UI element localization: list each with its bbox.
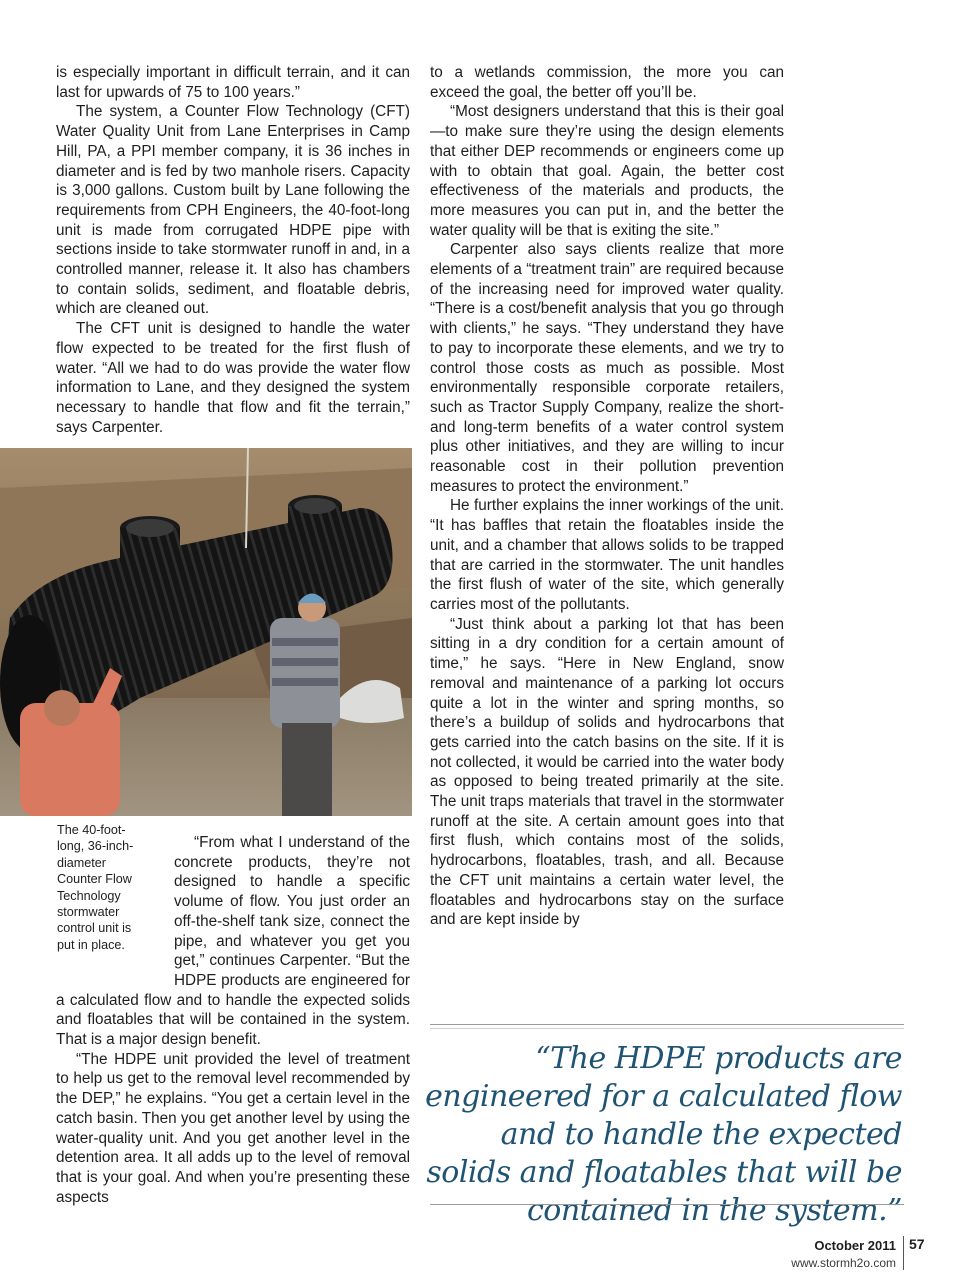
- pull-quote: “The HDPE products are engineered for a calculated flow and to handle the expected solids and floatables that will be contained in the system.”: [425, 1041, 902, 1228]
- caption-spacer: [56, 833, 174, 971]
- article-column-left-top: [56, 63, 410, 437]
- pull-quote-rule-top: [430, 1024, 904, 1025]
- footer-divider: [903, 1236, 904, 1270]
- page-number: 57: [909, 1236, 925, 1252]
- paragraph: “From what I understand of the concrete products, they’re not designed to handle a specific volume of flow. You just order an off-the-shelf tank size, connect the pipe, and whatever you get you get,” continues Carpenter. “But the HDPE products are engineered for a calculated flow and to handle the expected solids and floatables that will be contained in the system. That is a major design benefit.: [56, 834, 410, 1049]
- paragraph: He further explains the inner workings of the unit. “It has baffles that retain the floatables inside the unit, and a chamber that allows solids to be trapped that are carried in the stormwater. The unit handles the first flush of water of the site, which generally carries most of the pollutants.: [430, 497, 784, 613]
- article-column-right: [430, 63, 784, 930]
- website-url: www.stormh2o.com: [791, 1256, 896, 1270]
- photo-caption: The 40-foot-long, 36-inch-diameter Counter Flow Technology stormwater control unit is put in place.: [57, 823, 134, 952]
- pipe-installation-photo: [0, 448, 412, 816]
- paragraph: The system, a Counter Flow Technology (CFT) Water Quality Unit from Lane Enterprises in Camp Hill, PA, a PPI member company, it is 36 inches in diameter and is fed by two manhole risers. Capacity is 3,000 gallons. Custom built by Lane following the requirements from CPH Engineers, the 40-foot-long unit is made from corrugated HDPE pipe with sections inside to take stormwater runoff in and, in a controlled manner, release it. It also has chambers to contain solids, sediment, and floatable debris, which are cleaned out.: [56, 103, 410, 318]
- article-column-left-bottom: [56, 833, 410, 1207]
- paragraph: “The HDPE unit provided the level of treatment to help us get to the removal level recommended by the DEP,” he explains. “You get a certain level in the catch basin. Then you get another level by using the water-quality unit. And you get another level in the detention area. It all adds up to the level of removal that is your goal. And when you’re presenting these aspects: [56, 1050, 410, 1206]
- issue-date: October 2011: [814, 1238, 896, 1253]
- paragraph: Carpenter also says clients realize that more elements of a “treatment train” are required because of the increasing need for improved water quality. “There is a cost/benefit analysis that you go through with clients,” he says. “They understand they have to pay to incorporate these elements, and we try to control those costs as much as possible. Most environmentally responsible corporate retailers, such as Tractor Supply Company, realize the short- and long-term benefits of a water control system plus other initiatives, and they are willing to incur reasonable cost in their pollution prevention measures to protect the environment.”: [430, 241, 784, 495]
- paragraph: to a wetlands commission, the more you can exceed the goal, the better off you’ll be.: [430, 64, 784, 101]
- paragraph: “Just think about a parking lot that has been sitting in a dry condition for a certain amount of time,” he says. “Here in New England, snow removal and maintenance of a parking lot occurs quite a lot in the winter and spring months, so there’s a buildup of solids and hydrocarbons that gets carried into the catch basins on the site. If it is not collected, it would be carried into the water body as opposed to being treated primarily at the site. The unit traps materials that travel in the stormwater runoff at the site. A certain amount goes into that first flush, which contains most of the solids, hydrocarbons, floatables, trash, and all. Because the CFT unit maintains a certain water level, the floatables and hydrocarbons stay on the surface and are kept inside by: [430, 615, 784, 929]
- pull-quote-rule-top-inner: [430, 1028, 904, 1029]
- paragraph: is especially important in difficult terrain, and it can last for upwards of 75 to 100 years.”: [56, 64, 410, 101]
- paragraph: “Most designers understand that this is their goal—to make sure they’re using the design elements that either DEP recommends or engineers come up with to obtain that goal. Again, the better cost effectiveness of the materials and products, the more measures you can put in, and the better the water quality will be that is exiting the site.”: [430, 103, 784, 239]
- paragraph: The CFT unit is designed to handle the water flow expected to be treated for the first flush of water. “All we had to do was provide the water flow information to Lane, and they designed the system necessary to handle that flow and fit the terrain,” says Carpenter.: [56, 320, 410, 436]
- pull-quote-rule-bottom: [430, 1204, 904, 1205]
